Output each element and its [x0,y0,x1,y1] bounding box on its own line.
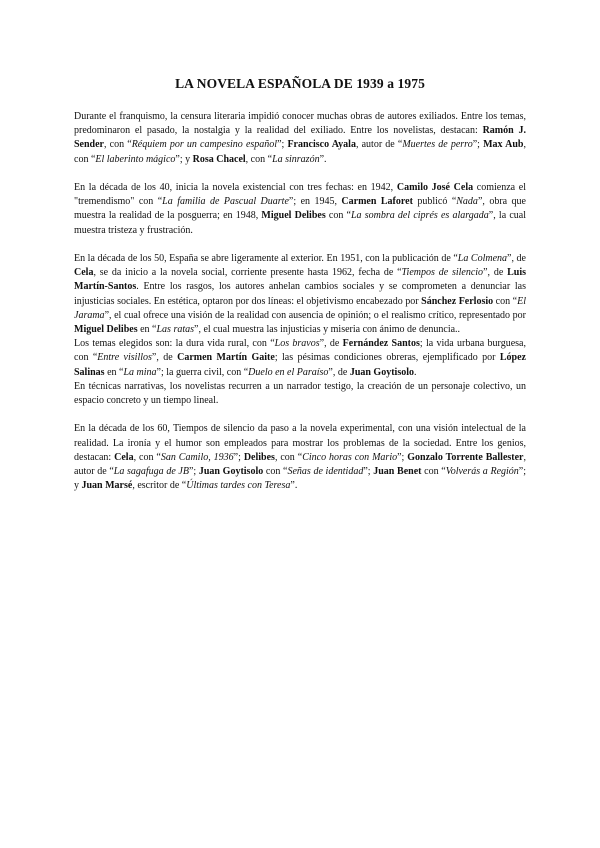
paragraph-text: ”, de [507,253,526,264]
paragraph-text: , con “ [274,451,303,463]
paragraph-text: con “ [325,210,351,222]
paragraph-text: , con “ [245,153,273,165]
paragraph-text: ”; [233,451,244,463]
paragraph-text: ”, de [151,352,178,364]
paragraph-text: ”, el cual ofrece una visión de la realidad con ausencia de opinión; o el realismo crítico, representado por [104,309,526,321]
work-title: Duelo en el Paraíso [248,366,329,378]
work-title: Las ratas [156,324,195,336]
author-name: Sánchez Ferlosio [421,295,494,307]
paragraph-text: ”, de [328,366,350,378]
author-name: Juan Goytisolo [349,366,414,378]
author-name: Camilo José Cela [396,182,474,193]
paragraph-text: En técnicas narrativas, los novelistas recurren a un narrador testigo, la creación de un personaje colectivo, un espacio concreto y un tiempo lineal. [74,380,526,407]
work-title: La sagafuga de JB [113,466,189,478]
paragraph-text: ”; [363,466,374,478]
paragraph-text: ”. [290,480,298,492]
author-name: Miguel Delibes [74,324,138,336]
work-title: El Jarama [74,295,526,321]
work-title: La familia de Pascual Duarte [162,196,289,208]
paragraph-text: En la década de los 50, España se abre ligeramente al exterior. En 1951, con la publicación de “ [74,253,458,264]
paragraph-text: ”, la cual muestra tristeza y frustración. [74,210,526,236]
paragraph-text: , se da inicio a la novela social, corriente presente hasta 1962, fecha de “ [93,267,402,279]
work-title: Últimas tardes con Teresa [186,480,291,492]
paragraph-text: , autor de “ [74,451,526,478]
paragraph-text: ”; [188,466,199,478]
paragraph-text: Durante el franquismo, la censura literaria impidió conocer muchas obras de autores exiliados. Entre los temas, predominaron el pasado, la nostalgia y la realidad del exiliado. Entre los novelistas, destacan: [74,111,526,137]
work-title: Señas de identidad [287,466,364,478]
paragraph-text: ”, el cual muestra las injusticias y miseria con ánimo de denuncia.. [194,324,461,336]
paragraph-text: ”; [277,139,288,151]
paragraph-2 [74,181,526,238]
work-title: La sombra del ciprés es alargada [350,210,489,222]
paragraph-text: ”; y [175,153,193,165]
work-title: Réquiem por un campesino español [131,139,278,151]
paragraph-text: , con “ [133,451,161,463]
author-name: Luis Martín-Santos [74,267,526,293]
paragraph-text: con “ [421,466,446,478]
paragraph-text: ”; y [74,466,527,492]
author-name: Juan Goytisolo [198,466,264,478]
paragraph-text: , con “ [104,139,132,151]
author-name: Miguel Delibes [261,210,326,222]
author-name: Cela [74,267,94,279]
work-title: La sinrazón [272,153,320,165]
work-title: El laberinto mágico [95,153,176,165]
paragraph-text: . [414,366,417,378]
paragraph-text: en “ [137,324,157,336]
author-name: Cela [114,451,134,463]
paragraph-text: con “ [493,295,518,307]
paragraph-text: ; las pésimas condiciones obreras, ejemplificado por [274,352,500,364]
author-name: Fernández Santos [342,338,420,350]
author-name: Juan Marsé [81,480,133,492]
author-name: Rosa Chacel [192,153,246,165]
author-name: Delibes [243,451,275,463]
work-title: Volverás a Región [445,466,519,478]
work-title: Cinco horas con Mario [302,451,398,463]
paragraph-5 [74,380,526,408]
author-name: Carmen Martín Gaite [177,352,275,364]
paragraph-text: . Entre los rasgos, los autores anhelan cambios sociales y se comprometen a denunciar las injusticias sociales. En estética, optaron por dos líneas: el objetivismo encabezado por [74,281,526,307]
paragraph-text: ”, de [319,338,343,350]
document-title: LA NOVELA ESPAÑOLA DE 1939 a 1975 [175,76,425,91]
paragraph-text: En la década de los 60, Tiempos de silencio da paso a la novela experimental, con una visión intelectual de la realidad. La ironía y el humor son empleados para mostrar los problemas de la sociedad. Entre los genios, destacan: [74,423,526,463]
paragraph-text: , autor de “ [355,139,403,151]
paragraph-text: ”; [472,139,484,151]
paragraph-4 [74,337,526,380]
author-name: Carmen Laforet [341,196,413,208]
work-title: Nada [456,196,478,208]
paragraph-text: En la década de los 40, inicia la novela existencial con tres fechas: en 1942, [74,182,397,193]
work-title: La mina [123,366,157,378]
work-title: Entre visillos [97,352,152,364]
author-name: Max Aub [483,139,524,151]
paragraph-text: ”; en 1945, [288,196,342,208]
paragraph-6 [74,422,526,493]
paragraph-text: ”. [319,153,327,165]
paragraph-text: publicó “ [412,196,457,208]
paragraph-text: , escritor de “ [132,480,187,492]
paragraph-text: Los temas elegidos son: la dura vida rural, con “ [74,338,275,350]
author-name: Gonzalo Torrente Ballester [407,451,524,463]
paragraph-text: en “ [104,366,124,378]
work-title: Muertes de perro [402,139,473,151]
paragraph-3 [74,252,526,337]
author-name: López Salinas [74,352,526,378]
work-title: San Camilo, 1936 [160,451,234,463]
paragraph-text: ; la vida urbana burguesa, con “ [74,338,526,364]
paragraph-text: ”, obra que muestra la realidad de la posguerra; en 1948, [74,196,526,222]
paragraph-text: ”, de [483,267,508,279]
work-title: Los bravos [274,338,320,350]
paragraph-text: comienza el "tremendismo" con “ [74,182,526,208]
paragraph-1 [74,110,526,167]
author-name: Juan Benet [373,466,422,478]
work-title: Tiempos de silencio [401,267,484,279]
author-name: Francisco Ayala [287,139,356,151]
paragraph-text: con “ [263,466,288,478]
paragraph-text: ”; la guerra civil, con “ [156,366,249,378]
author-name: Ramón J. Sender [74,125,526,151]
paragraph-text: , con “ [74,139,526,165]
document-body [74,110,526,508]
work-title: La Colmena [457,253,508,264]
paragraph-text: ”; [397,451,408,463]
